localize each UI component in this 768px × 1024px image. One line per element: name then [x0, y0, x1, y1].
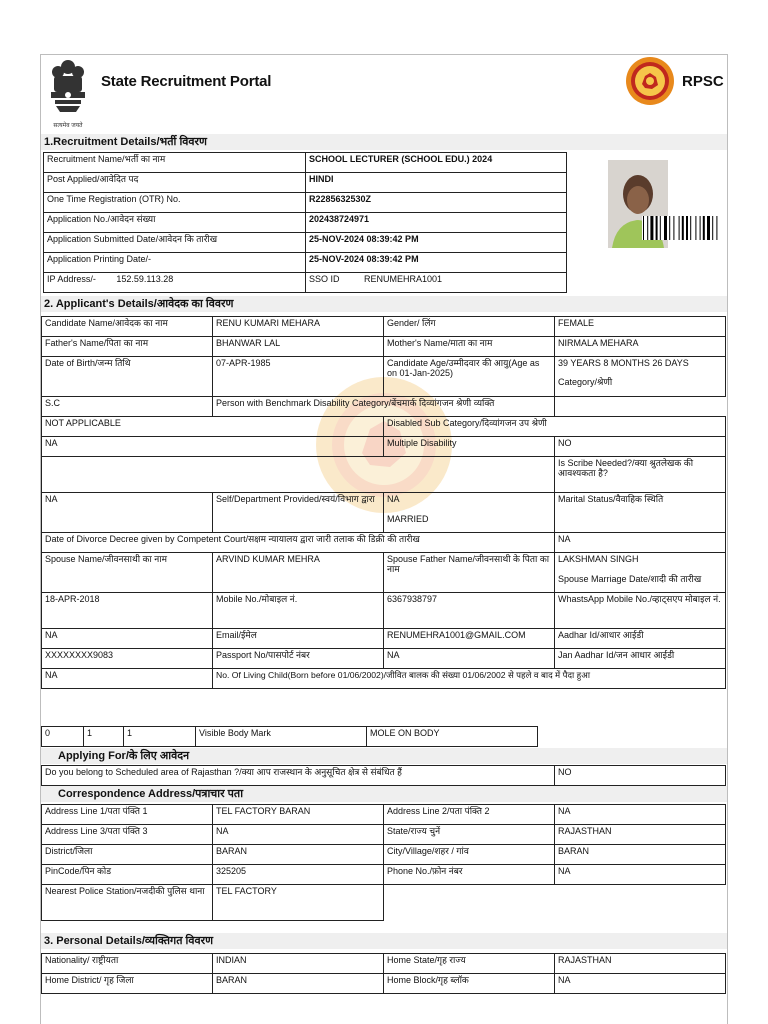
- recruitment-row: [44, 273, 567, 293]
- marital-label: Marital Status/वैवाहिक स्थिति: [555, 493, 726, 533]
- marriage-date-label: Spouse Marriage Date/शादी की तारीख: [558, 574, 702, 584]
- submitted-date-label: Application Submitted Date/आवेदन कि तारीख: [44, 233, 306, 253]
- self-dept-label: Self/Department Provided/स्वयं/विभाग द्वारा: [213, 493, 384, 533]
- table-row: [42, 357, 726, 397]
- table-row: [42, 493, 726, 533]
- divorce-value: NA: [555, 533, 726, 553]
- recruitment-row: [44, 153, 567, 173]
- post-applied-label: Post Applied/आवेदित पद: [44, 173, 306, 193]
- table-row: [42, 437, 726, 457]
- table-row: [42, 337, 726, 357]
- table-row: [42, 954, 726, 974]
- empty-cell: [384, 885, 726, 921]
- table-row: [42, 865, 726, 885]
- spouse-name-value: ARVIND KUMAR MEHRA: [213, 553, 384, 593]
- table-row: [42, 727, 538, 747]
- pwd-value: NOT APPLICABLE: [42, 417, 384, 437]
- barcode-icon: [642, 216, 726, 240]
- city-value: BARAN: [555, 845, 726, 865]
- table-row: [42, 766, 726, 786]
- pincode-label: PinCode/पिन कोड: [42, 865, 213, 885]
- submitted-date-value: 25-NOV-2024 08:39:42 PM: [306, 233, 567, 253]
- application-no-label: Application No./आवेदन संख्या: [44, 213, 306, 233]
- category-value: S.C: [42, 397, 213, 417]
- post-applied-value: HINDI: [306, 173, 567, 193]
- aadhar-label: Aadhar Id/आधार आईडी: [555, 629, 726, 649]
- ip-label: IP Address/-: [47, 274, 96, 284]
- page-border-top: [40, 54, 728, 55]
- scheduled-area-label: Do you belong to Scheduled area of Rajasthan ?/क्या आप राजस्थान के अनुसूचित क्षेत्र से संबंधित हैं: [42, 766, 555, 786]
- section-personal-details: 3. Personal Details/व्यक्तिगत विवरण: [41, 933, 727, 949]
- passport-value: NA: [384, 649, 555, 669]
- ip-value: 152.59.113.28: [116, 274, 174, 284]
- child-count-b: 1: [84, 727, 124, 747]
- recruitment-name-label: Recruitment Name/भर्ती का नाम: [44, 153, 306, 173]
- table-row: [42, 669, 726, 689]
- home-block-value: NA: [555, 974, 726, 994]
- applying-for-table: [41, 765, 726, 786]
- recruitment-row: [44, 173, 567, 193]
- address-line1-label: Address Line 1/पता पंक्ति 1: [42, 805, 213, 825]
- passport-label: Passport No/पासपोर्ट नंबर: [213, 649, 384, 669]
- home-district-value: BARAN: [213, 974, 384, 994]
- home-district-label: Home District/ गृह जिला: [42, 974, 213, 994]
- table-row: [42, 417, 726, 437]
- table-row: [42, 974, 726, 994]
- recruitment-row: [44, 193, 567, 213]
- sso-value: RENUMEHRA1001: [364, 274, 443, 284]
- disabled-sub-value: NA: [42, 437, 384, 457]
- dob-value: 07-APR-1985: [213, 357, 384, 397]
- recruitment-row: [44, 233, 567, 253]
- sso-cell: [306, 273, 567, 293]
- address-line1-value: TEL FACTORY BARAN: [213, 805, 384, 825]
- table-row: [42, 317, 726, 337]
- self-dept-value: NA: [387, 494, 400, 504]
- recruitment-row: [44, 213, 567, 233]
- state-label: State/राज्य चुनें: [384, 825, 555, 845]
- state-emblem-icon: [46, 58, 90, 120]
- self-dept-marital-cell: [384, 493, 555, 533]
- child-count-c: 1: [124, 727, 196, 747]
- page-border-right: [727, 54, 728, 1024]
- children-label: No. Of Living Child(Born before 01/06/2002)/जीवित बालक की संख्या 01/06/2002 से पहले व बाद में पैदा हुआ: [213, 669, 726, 689]
- whatsapp-value: NA: [42, 629, 213, 649]
- table-row: [42, 845, 726, 865]
- divorce-label: Date of Divorce Decree given by Competent Court/सक्षम न्यायालय द्वारा जारी तलाक की डिक्री की तारीख: [42, 533, 555, 553]
- personal-table: [41, 953, 726, 994]
- jan-aadhar-value: NA: [42, 669, 213, 689]
- scribe-label: Is Scribe Needed?/क्या श्रुतलेखक की आवश्यकता है?: [555, 457, 726, 493]
- city-label: City/Village/शहर / गांव: [384, 845, 555, 865]
- table-row: [42, 457, 726, 493]
- home-state-label: Home State/गृह राज्य: [384, 954, 555, 974]
- pwd-label: Person with Benchmark Disability Category/बेंचमार्क दिव्यांगजन श्रेणी व्यक्ति: [213, 397, 555, 417]
- recruitment-name-value: SCHOOL LECTURER (SCHOOL EDU.) 2024: [306, 153, 567, 173]
- table-row: [42, 553, 726, 593]
- candidate-name-value: RENU KUMARI MEHARA: [213, 317, 384, 337]
- email-label: Email/ईमेल: [213, 629, 384, 649]
- multiple-disability-value: NO: [555, 437, 726, 457]
- otr-value: R2285632530Z: [306, 193, 567, 213]
- marital-value: MARRIED: [387, 514, 429, 524]
- police-station-value: TEL FACTORY: [213, 885, 384, 921]
- gender-value: FEMALE: [555, 317, 726, 337]
- children-mark-table: [41, 726, 538, 747]
- table-row: [42, 533, 726, 553]
- table-row: [42, 397, 726, 417]
- recruitment-table: [43, 152, 567, 293]
- table-row: [42, 885, 726, 921]
- age-value: 39 YEARS 8 MONTHS 26 DAYS: [558, 358, 689, 368]
- whatsapp-label: WhastsApp Mobile No./व्हाट्सएप मोबाइल नं.: [555, 593, 726, 629]
- scribe-value: NA: [42, 493, 213, 533]
- father-name-value: BHANWAR LAL: [213, 337, 384, 357]
- printing-date-label: Application Printing Date/-: [44, 253, 306, 273]
- table-row: [42, 629, 726, 649]
- jan-aadhar-label: Jan Aadhar Id/जन आधार आईडी: [555, 649, 726, 669]
- section-correspondence: Correspondence Address/पत्राचार पता: [41, 786, 727, 802]
- section-applying-for: Applying For/के लिए आवेदन: [41, 748, 727, 764]
- body-mark-value: MOLE ON BODY: [367, 727, 538, 747]
- category-label: Category/श्रेणी: [558, 377, 613, 387]
- spouse-name-label: Spouse Name/जीवनसाथी का नाम: [42, 553, 213, 593]
- rpsc-logo-icon: [625, 56, 675, 106]
- printing-date-value: 25-NOV-2024 08:39:42 PM: [306, 253, 567, 273]
- spouse-father-cell: [555, 553, 726, 593]
- empty-cell: [555, 397, 726, 417]
- child-count-a: 0: [42, 727, 84, 747]
- address-line3-value: NA: [213, 825, 384, 845]
- district-value: BARAN: [213, 845, 384, 865]
- section-applicant-details: 2. Applicant's Details/आवेदक का विवरण: [41, 296, 727, 312]
- phone-value: NA: [555, 865, 726, 885]
- emblem-motto: सत्यमेव जयते: [53, 123, 83, 129]
- district-label: District/जिला: [42, 845, 213, 865]
- phone-label: Phone No./फ़ोन नंबर: [384, 865, 555, 885]
- mobile-label: Mobile No./मोबाइल नं.: [213, 593, 384, 629]
- police-station-label: Nearest Police Station/नजदीकी पुलिस थाना: [42, 885, 213, 921]
- state-value: RAJASTHAN: [555, 825, 726, 845]
- age-label: Candidate Age/उम्मीदवार की आयु(Age as on 01-Jan-2025): [384, 357, 555, 397]
- ip-cell: [44, 273, 306, 293]
- home-state-value: RAJASTHAN: [555, 954, 726, 974]
- scheduled-area-value: NO: [555, 766, 726, 786]
- rpsc-label: RPSC: [682, 73, 724, 90]
- table-row: [42, 805, 726, 825]
- table-row: [42, 593, 726, 629]
- disabled-sub-label: Disabled Sub Category/दिव्यांगजन उप श्रेणी: [384, 417, 726, 437]
- portal-title: State Recruitment Portal: [101, 73, 272, 90]
- recruitment-row: [44, 253, 567, 273]
- body-mark-label: Visible Body Mark: [196, 727, 367, 747]
- nationality-label: Nationality/ राष्ट्रीयता: [42, 954, 213, 974]
- applicant-table: [41, 316, 726, 689]
- table-row: [42, 825, 726, 845]
- application-no-value: 202438724971: [306, 213, 567, 233]
- home-block-label: Home Block/गृह ब्लॉक: [384, 974, 555, 994]
- gender-label: Gender/ लिंग: [384, 317, 555, 337]
- mother-name-label: Mother's Name/माता का नाम: [384, 337, 555, 357]
- mobile-value: 6367938797: [384, 593, 555, 629]
- table-row: [42, 649, 726, 669]
- age-cell: [555, 357, 726, 397]
- correspondence-table: [41, 804, 726, 921]
- empty-cell: [42, 457, 555, 493]
- candidate-name-label: Candidate Name/आवेदक का नाम: [42, 317, 213, 337]
- email-value: RENUMEHRA1001@GMAIL.COM: [384, 629, 555, 649]
- otr-label: One Time Registration (OTR) No.: [44, 193, 306, 213]
- spouse-father-value: LAKSHMAN SINGH: [558, 554, 639, 564]
- address-line2-value: NA: [555, 805, 726, 825]
- father-name-label: Father's Name/पिता का नाम: [42, 337, 213, 357]
- address-line3-label: Address Line 3/पता पंक्ति 3: [42, 825, 213, 845]
- sso-label: SSO ID: [309, 274, 340, 284]
- mother-name-value: NIRMALA MEHARA: [555, 337, 726, 357]
- nationality-value: INDIAN: [213, 954, 384, 974]
- aadhar-value: XXXXXXXX9083: [42, 649, 213, 669]
- address-line2-label: Address Line 2/पता पंक्ति 2: [384, 805, 555, 825]
- pincode-value: 325205: [213, 865, 384, 885]
- multiple-disability-label: Multiple Disability: [384, 437, 555, 457]
- spouse-father-label: Spouse Father Name/जीवनसाथी के पिता का नाम: [384, 553, 555, 593]
- section-recruitment-details: 1.Recruitment Details/भर्ती विवरण: [41, 134, 727, 150]
- dob-label: Date of Birth/जन्म तिथि: [42, 357, 213, 397]
- marriage-date-value: 18-APR-2018: [42, 593, 213, 629]
